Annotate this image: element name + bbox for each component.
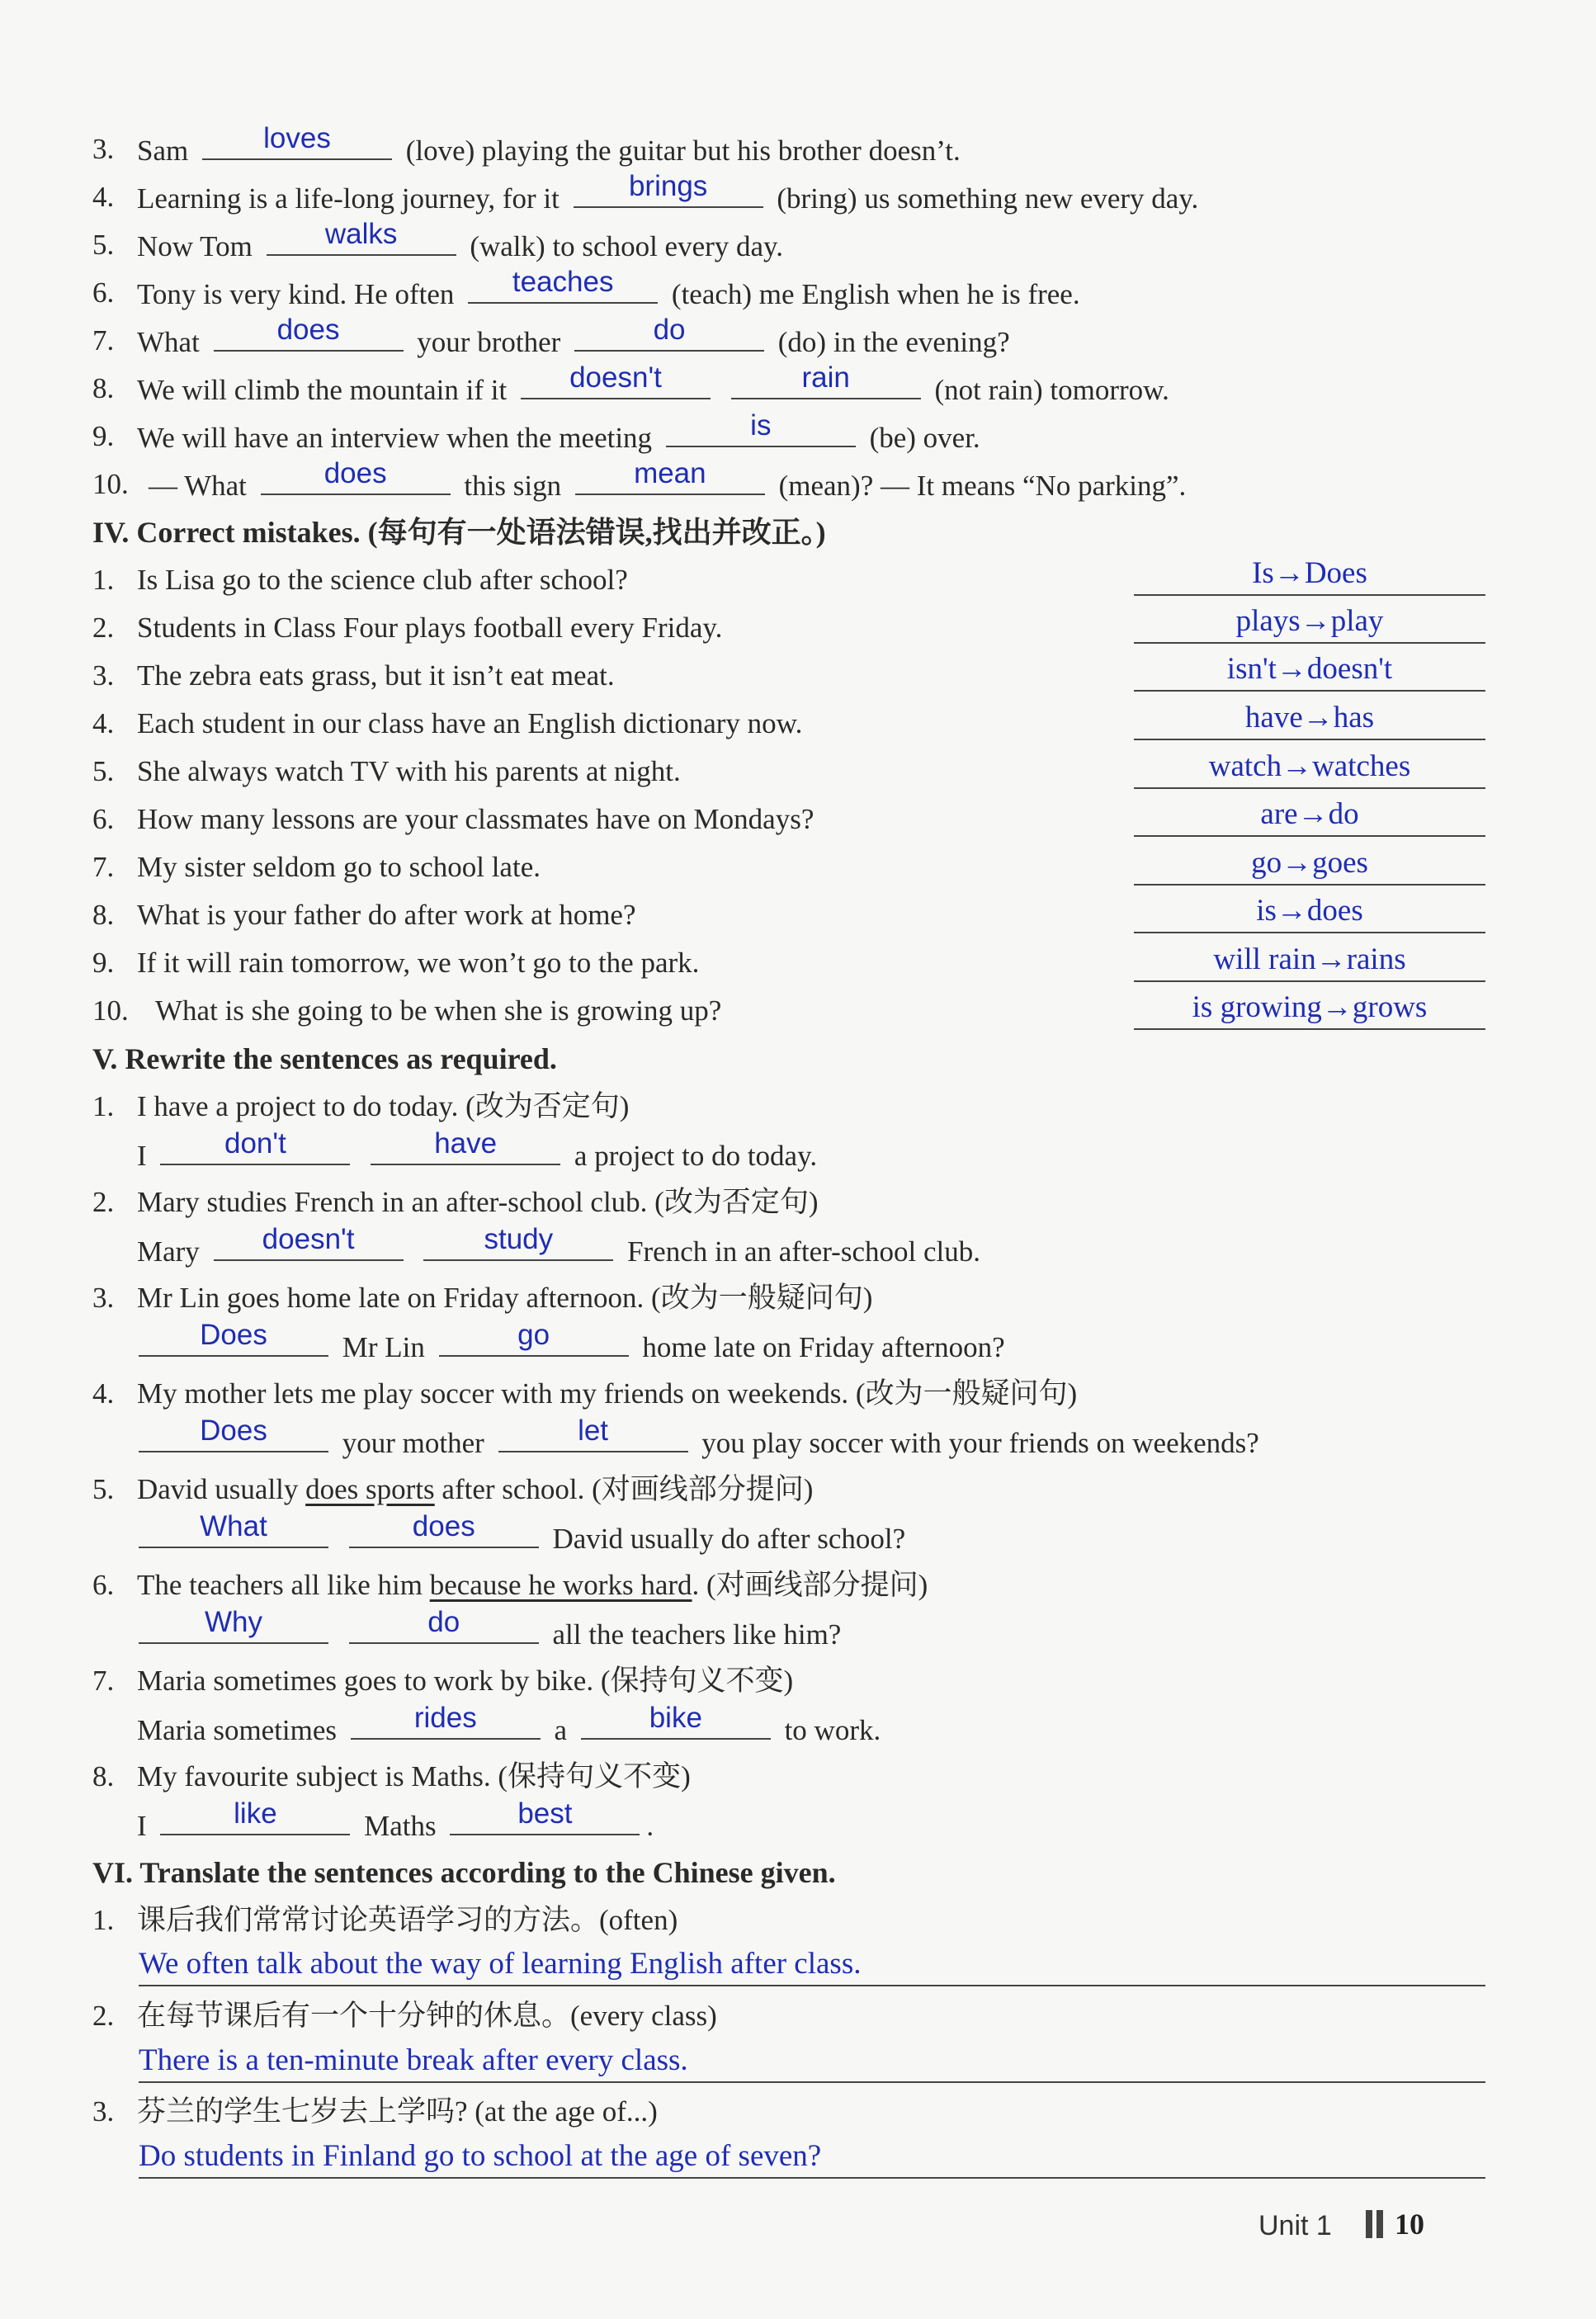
s5-q7: 7. Maria sometimes goes to work by bike. (保持句义不变) bbox=[92, 1665, 794, 1697]
s5-q3: 3. Mr Lin goes home late on Friday afternoon. (改为一般疑问句) bbox=[92, 1282, 873, 1314]
correction-answer[interactable]: plays→play bbox=[1134, 601, 1485, 644]
answer-blank[interactable]: does bbox=[349, 1514, 539, 1548]
s5-a1: I don't have a project to do today. bbox=[137, 1127, 818, 1172]
s4-item: 3. The zebra eats grass, but it isn’t eat meat. bbox=[92, 659, 615, 692]
answer-blank[interactable]: walks bbox=[267, 221, 456, 256]
page-number: 10 bbox=[1395, 2208, 1424, 2241]
s5-a3: Does Mr Lin go home late on Friday afternoon? bbox=[0, 1322, 1596, 1370]
correction-answer[interactable]: watch→watches bbox=[1134, 746, 1485, 789]
s3-item-8: 8. We will climb the mountain if it doesn't rain (not rain) tomorrow. bbox=[92, 361, 1169, 406]
answer-blank[interactable]: What bbox=[139, 1514, 328, 1548]
correction-answer[interactable]: isn't→doesn't bbox=[1134, 649, 1485, 692]
answer-blank[interactable]: bike bbox=[581, 1705, 771, 1740]
correction-answer[interactable]: are→do bbox=[1134, 794, 1485, 837]
answer-blank[interactable]: mean bbox=[575, 460, 765, 495]
answer-blank[interactable]: best bbox=[450, 1801, 640, 1835]
answer-blank[interactable]: have bbox=[371, 1131, 560, 1165]
answer-blank[interactable]: rain bbox=[731, 365, 921, 399]
s5-q2: 2. Mary studies French in an after-school club. (改为否定句) bbox=[92, 1186, 819, 1218]
answer-blank[interactable]: does bbox=[214, 317, 404, 352]
s4-item: 6. How many lessons are your classmates have on Mondays? bbox=[92, 803, 815, 835]
s3-item-6: 6. Tony is very kind. He often teaches (teach) me English when he is free. bbox=[92, 266, 1080, 310]
translation-answer[interactable]: Do students in Finland go to school at the age of seven? bbox=[139, 2136, 1485, 2179]
answer-blank[interactable]: teaches bbox=[468, 269, 658, 304]
correction-answer[interactable]: will rain→rains bbox=[1134, 939, 1485, 982]
s4-item: 10. What is she going to be when she is growing up? bbox=[92, 994, 722, 1027]
correction-answer[interactable]: go→goes bbox=[1134, 843, 1485, 886]
s3-item-9: 9. We will have an interview when the meeting is (be) over. bbox=[92, 409, 980, 454]
s5-a6: Why do all the teachers like him? bbox=[0, 1609, 1596, 1657]
s4-item: 8. What is your father do after work at home? bbox=[92, 899, 636, 931]
answer-blank[interactable]: doesn't bbox=[521, 365, 711, 399]
s5-q8: 8. My favourite subject is Maths. (保持句义不变) bbox=[92, 1760, 691, 1792]
answer-blank[interactable]: let bbox=[498, 1418, 688, 1452]
s5-a5: What does David usually do after school? bbox=[0, 1514, 1596, 1561]
answer-blank[interactable]: do bbox=[574, 317, 764, 352]
s6-q3: 3. 芬兰的学生七岁去上学吗? (at the age of...) bbox=[92, 2095, 658, 2128]
footer-divider bbox=[1366, 2210, 1372, 2238]
s5-a7: Maria sometimes rides a bike to work. bbox=[137, 1702, 881, 1746]
answer-blank[interactable]: loves bbox=[202, 125, 392, 160]
answer-blank[interactable]: Does bbox=[139, 1322, 328, 1357]
s4-item: 7. My sister seldom go to school late. bbox=[92, 851, 541, 883]
answer-blank[interactable]: do bbox=[349, 1609, 539, 1644]
s3-item-3: 3. Sam loves (love) playing the guitar but his brother doesn’t. bbox=[92, 122, 961, 167]
section-5-heading: V. Rewrite the sentences as required. bbox=[92, 1042, 557, 1075]
s3-item-4: 4. Learning is a life-long journey, for it brings (bring) us something new every day. bbox=[92, 170, 1199, 215]
answer-blank[interactable]: Does bbox=[139, 1418, 328, 1452]
section-4-heading: IV. Correct mistakes. (每句有一处语法错误,找出并改正。) bbox=[92, 516, 826, 549]
answer-blank[interactable]: study bbox=[423, 1226, 613, 1261]
answer-blank[interactable]: Why bbox=[139, 1609, 328, 1644]
s5-a2: Mary doesn't study French in an after-school club. bbox=[137, 1223, 980, 1268]
correction-answer[interactable]: is→does bbox=[1134, 890, 1485, 933]
s6-q2: 2. 在每节课后有一个十分钟的休息。(every class) bbox=[92, 2000, 717, 2032]
s3-item-10: 10. — What does this sign mean (mean)? — It means “No parking”. bbox=[92, 457, 1187, 502]
s3-item-7: 7. What does your brother do (do) in the evening? bbox=[92, 314, 1010, 358]
s5-a4: Does your mother let you play soccer with your friends on weekends? bbox=[0, 1418, 1596, 1466]
s5-q6: 6. The teachers all like him because he works hard. (对画线部分提问) bbox=[92, 1569, 928, 1601]
footer-divider bbox=[1376, 2210, 1383, 2238]
s4-item: 2. Students in Class Four plays football every Friday. bbox=[92, 612, 723, 644]
s4-item: 4. Each student in our class have an English dictionary now. bbox=[92, 707, 803, 739]
s4-item: 1. Is Lisa go to the science club after school? bbox=[92, 564, 628, 596]
answer-blank[interactable]: like bbox=[160, 1801, 350, 1835]
s4-item: 9. If it will rain tomorrow, we won’t go to the park. bbox=[92, 947, 700, 979]
answer-blank[interactable]: go bbox=[439, 1322, 629, 1357]
section-6-heading: VI. Translate the sentences according to the Chinese given. bbox=[92, 1856, 836, 1889]
translation-answer[interactable]: There is a ten-minute break after every class. bbox=[139, 2040, 1485, 2083]
answer-blank[interactable]: doesn't bbox=[214, 1226, 404, 1261]
s6-q1: 1. 课后我们常常讨论英语学习的方法。(often) bbox=[92, 1904, 678, 1936]
s5-q4: 4. My mother lets me play soccer with my friends on weekends. (改为一般疑问句) bbox=[92, 1377, 1078, 1410]
s4-item: 5. She always watch TV with his parents at night. bbox=[92, 755, 681, 787]
unit-label: Unit 1 bbox=[1258, 2210, 1332, 2241]
correction-answer[interactable]: have→has bbox=[1134, 697, 1485, 740]
answer-blank[interactable]: brings bbox=[574, 173, 763, 208]
answer-blank[interactable]: does bbox=[261, 460, 451, 495]
answer-blank[interactable]: rides bbox=[351, 1705, 541, 1740]
answer-blank[interactable]: is bbox=[666, 413, 856, 447]
s5-a8: I like Maths best . bbox=[137, 1797, 654, 1842]
s5-q1: 1. I have a project to do today. (改为否定句) bbox=[92, 1090, 630, 1122]
s5-q5: 5. David usually does sports after school. (对画线部分提问) bbox=[92, 1473, 814, 1505]
answer-blank[interactable]: don't bbox=[160, 1131, 350, 1165]
translation-answer[interactable]: We often talk about the way of learning English after class. bbox=[139, 1944, 1485, 1986]
s3-item-5: 5. Now Tom walks (walk) to school every day. bbox=[92, 218, 784, 262]
correction-answer[interactable]: Is→Does bbox=[1134, 553, 1485, 596]
correction-answer[interactable]: is growing→grows bbox=[1134, 987, 1485, 1030]
